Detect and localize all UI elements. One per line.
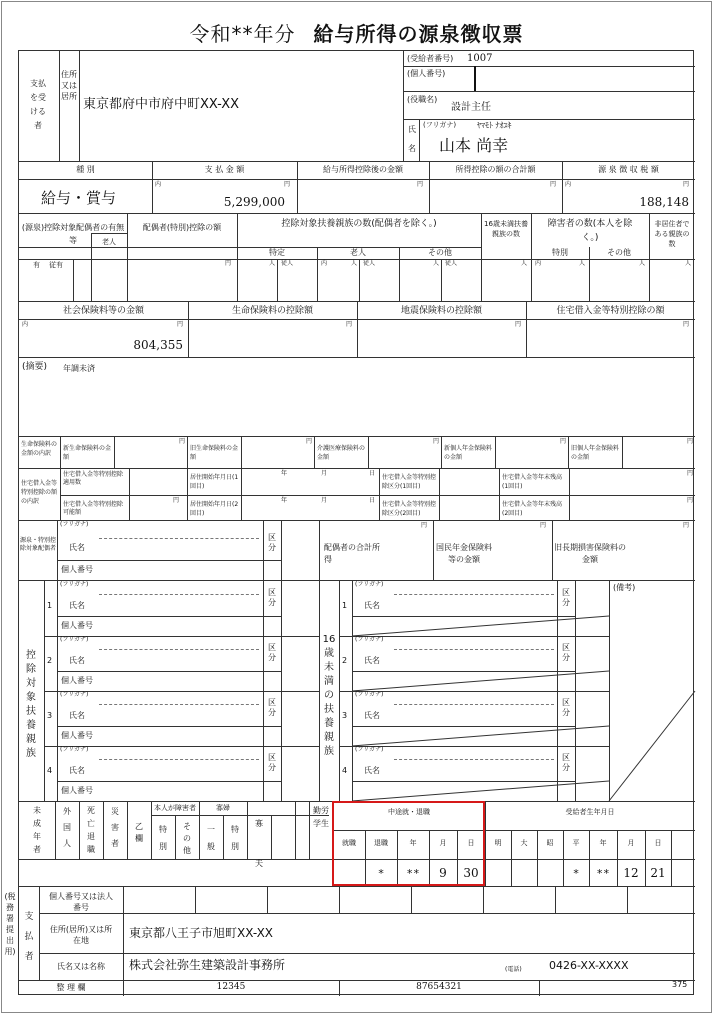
payee-furigana: ﾔﾏﾓﾄ ﾅｵﾕｷ [477, 121, 512, 130]
st-dis-sp: 特別 [159, 825, 167, 851]
payer-addr: 東京都八王子市旭町XX-XX [129, 926, 274, 940]
h-social: 社会保険料等の金額 [62, 306, 144, 316]
h-old: 老人 [102, 238, 116, 246]
ld-yen-bal2: 円 [687, 497, 694, 504]
seiri-label: 整 理 欄 [56, 983, 86, 992]
d1-kubun: 区分 [268, 588, 276, 607]
st-birth-d: 日 [654, 839, 662, 847]
loan-detail-label: 住宅借入金等特別控除の額の内訳 [21, 480, 58, 505]
u3-in: 内 [22, 321, 29, 328]
unit-yen-4: 円 [683, 181, 690, 188]
payee-name: 山本 尚幸 [439, 136, 509, 155]
ld-y2: 年 [281, 497, 288, 504]
u3-yen3: 円 [515, 321, 522, 328]
u-nin-7: 人 [685, 260, 692, 267]
u16-label: 16歳未満の扶養親族 [322, 634, 336, 757]
u2-furi: (フリガナ) [355, 636, 384, 643]
u-nin-4: 人 [521, 260, 528, 267]
u2-name: 氏名 [364, 656, 380, 665]
st-widower: 寡夫 [255, 819, 263, 868]
kokumin-label: 国民年金保険料等の金額 [436, 543, 492, 564]
tel-label: (電話) [505, 966, 522, 973]
dep-num-2: 2 [47, 656, 53, 665]
h-pay: 支 払 金 額 [204, 165, 245, 174]
payee-address: 東京都府中市府中町XX-XX [83, 97, 240, 112]
bal2-label: 住宅借入金等年末残高(2回目) [502, 501, 563, 517]
st-death: 死亡退職 [87, 806, 95, 854]
st-widow-gen: 一般 [207, 825, 215, 851]
d4-furi: (フリガナ) [60, 746, 89, 753]
u-yes: 有 [33, 261, 40, 269]
title-era: 令和 [189, 22, 232, 46]
unit-in-4: 内 [565, 181, 572, 188]
u1-name: 氏名 [364, 601, 380, 610]
ld-yen4: 円 [560, 438, 567, 445]
ld-m2: 月 [321, 497, 328, 504]
date1-label: 居住開始年月日(1回目) [190, 474, 239, 490]
loan-possible-label: 住宅借入金等特別控除可能額 [63, 501, 124, 516]
st-minor: 未成年者 [33, 806, 41, 854]
birth-year: ** [596, 867, 610, 880]
dep-num-1: 1 [47, 601, 53, 610]
mid-year: ** [406, 867, 420, 880]
d1-kojin: 個人番号 [61, 621, 93, 630]
kbn2-label: 住宅借入金等特別控除区分(2回目) [382, 501, 437, 517]
page-number: 375 [672, 980, 688, 989]
payer-name-label: 氏名又は名称 [57, 962, 105, 971]
d2-kojin: 個人番号 [61, 676, 93, 685]
u1-kubun: 区分 [562, 588, 570, 607]
u-nin-5: 人 [579, 260, 586, 267]
remarks-text: 年調未済 [63, 364, 95, 373]
d1-name: 氏名 [69, 601, 85, 610]
st-mid-out: 退職 [374, 839, 388, 847]
title-year: ** [231, 22, 254, 46]
date2-label: 居住開始年月日(2回目) [190, 501, 239, 517]
st-disaster: 災害者 [111, 807, 119, 848]
u-nin-6: 人 [639, 260, 646, 267]
mid-out-mark: * [377, 867, 385, 880]
st-showa: 昭 [546, 839, 554, 847]
u2-kubun: 区分 [562, 643, 570, 662]
d3-furi: (フリガナ) [60, 691, 89, 698]
highlight-mid-retirement [332, 801, 485, 886]
st-mid-m: 月 [439, 839, 447, 847]
kyu-label: 旧長期損害保険料の金額 [554, 543, 626, 564]
u16-num-1: 1 [342, 601, 348, 610]
h-quake: 地震保険料の控除額 [400, 306, 482, 316]
st-otsu: 乙欄 [135, 822, 143, 843]
d3-name: 氏名 [69, 711, 85, 720]
title-main: 給与所得の源泉徴収票 [313, 22, 524, 46]
income-type: 給与・賞与 [41, 189, 117, 207]
st-mid-y: 年 [409, 839, 417, 847]
biko-label: (備考) [613, 583, 636, 592]
u-jyunin-2: 従人 [363, 260, 376, 267]
unit-yen-1: 円 [284, 181, 291, 188]
u-nin-2: 人 [351, 260, 358, 267]
st-meiji: 明 [494, 839, 502, 847]
old-pension-label: 旧個人年金保険料の金額 [571, 445, 620, 461]
ld-yen3: 円 [433, 438, 440, 445]
sp-kubun-label: 区分 [268, 533, 276, 552]
u16-num-3: 3 [342, 711, 348, 720]
sp-income-label: 配偶者の合計所得 [324, 543, 380, 564]
sp-name-label: 氏名 [69, 543, 85, 552]
payer-no-label: 個人番号又は法人番号 [49, 892, 113, 912]
new-pension-label: 新個人年金保険料の金額 [444, 445, 493, 461]
d2-furi: (フリガナ) [60, 636, 89, 643]
tax-amount: 188,148 [639, 195, 689, 209]
h-spouse: (源泉)控除対象配偶者の有無等 [21, 223, 125, 245]
bal1-label: 住宅借入金等年末残高(1回目) [502, 474, 563, 490]
h-loan: 住宅借入金等特別控除の額 [556, 306, 665, 316]
name-label-mei: 名 [408, 144, 416, 153]
seiri-no-1: 12345 [216, 982, 246, 992]
u3-yen1: 円 [177, 321, 184, 328]
life-detail-label: 生命保険料の金額の内訳 [21, 441, 58, 457]
h-nonresident: 非居住者である親族の数 [654, 220, 690, 248]
form-title [0, 18, 713, 47]
st-taisho: 大 [520, 839, 528, 847]
dep-num-4: 4 [47, 766, 53, 775]
old-life-label: 旧生命保険料の金額 [190, 445, 239, 461]
ld-yen-possible: 円 [173, 497, 180, 504]
sp-yen1: 円 [421, 522, 428, 529]
h-after-deduct: 給与所得控除後の金額 [323, 165, 403, 174]
birth-month: 12 [623, 866, 639, 880]
u-nai-5: 内 [535, 260, 542, 267]
sp-kojin-label: 個人番号 [61, 565, 93, 574]
mid-day: 30 [463, 866, 479, 880]
payer-label: 支払者 [24, 912, 34, 962]
h-specific: 特定 [269, 248, 285, 257]
ld-yen2: 円 [306, 438, 313, 445]
u4-kubun: 区分 [562, 753, 570, 772]
unit-in-1: 内 [155, 181, 162, 188]
address-label: 住所又は居所 [61, 70, 77, 101]
st-mid-head: 中途就・退職 [388, 808, 430, 816]
sp-furigana-label: (フリガナ) [60, 521, 89, 528]
h-old2: 老人 [350, 248, 366, 257]
u-nai-2: 内 [321, 260, 328, 267]
d4-kubun: 区分 [268, 753, 276, 772]
remarks-label: (摘要) [22, 362, 48, 372]
sp-yen2: 円 [540, 522, 547, 529]
u-jyuu: 従有 [49, 261, 63, 269]
payer-name: 株式会社弥生建築設計事務所 [129, 958, 286, 972]
u-nin-3: 人 [433, 260, 440, 267]
payer-tel: 0426-XX-XXXX [549, 959, 629, 972]
payee-position: 設計主任 [451, 102, 491, 113]
birth-day: 21 [650, 866, 666, 880]
unit-yen-3: 円 [550, 181, 557, 188]
ld-yen-bal1: 円 [687, 470, 694, 477]
u16-num-2: 2 [342, 656, 348, 665]
st-widow-sp: 特別 [231, 825, 239, 851]
deps-label: 控除対象扶養親族 [26, 650, 36, 759]
u-jyunin-1: 従人 [281, 260, 294, 267]
u1-furi: (フリガナ) [355, 581, 384, 588]
care-label: 介護医療保険料の金額 [317, 445, 366, 461]
payee-label: 支払を受ける者 [30, 79, 46, 130]
st-dis-head: 本人が障害者 [154, 804, 196, 812]
ld-y1: 年 [281, 470, 288, 477]
ld-m1: 月 [321, 470, 328, 477]
mid-month: 9 [439, 866, 447, 880]
u3-furi: (フリガナ) [355, 691, 384, 698]
position-label: (役職名) [407, 95, 438, 104]
d3-kojin: 個人番号 [61, 731, 93, 740]
u4-furi: (フリガナ) [355, 746, 384, 753]
u3-yen2: 円 [346, 321, 353, 328]
st-student: 勤労学生 [313, 806, 329, 828]
u3-kubun: 区分 [562, 698, 570, 717]
h-dis-other: その他 [607, 248, 631, 257]
h-disabled: 障害者の数(本人を除く。) [547, 219, 633, 243]
name-label-shi: 氏 [408, 125, 416, 134]
h-other: その他 [428, 248, 452, 257]
pay-amount: 5,299,000 [223, 195, 285, 209]
d4-kojin: 個人番号 [61, 786, 93, 795]
recipient-no: 1007 [467, 53, 493, 64]
h-total-deduct: 所得控除の額の合計額 [455, 165, 536, 174]
h-special: 配偶者(特別)控除の額 [142, 223, 222, 232]
seiri-no-2: 87654321 [416, 982, 462, 992]
u3-yen4: 円 [683, 321, 690, 328]
st-birth-head: 受給者生年月日 [565, 808, 615, 816]
spouse-sec-label: 源泉・特別控除対象配偶者 [20, 537, 57, 552]
u16-num-4: 4 [342, 766, 348, 775]
ld-yen1: 円 [179, 438, 186, 445]
kbn1-label: 住宅借入金等特別控除区分(1回目) [382, 474, 437, 490]
st-birth-m: 月 [627, 839, 635, 847]
title-suffix: 年分 [253, 22, 296, 46]
dep-num-3: 3 [47, 711, 53, 720]
st-mid-d: 日 [467, 839, 475, 847]
st-foreign: 外国人 [63, 807, 71, 848]
ld-yen5: 円 [687, 438, 694, 445]
payer-addr-label: 住所(居所)又は所在地 [49, 925, 113, 945]
ld-d2: 日 [369, 497, 376, 504]
ld-d1: 日 [369, 470, 376, 477]
new-life-label: 新生命保険料の金額 [63, 445, 112, 461]
u-nin-1: 人 [269, 260, 276, 267]
loan-count-label: 住宅借入金等特別控除適用数 [63, 471, 124, 486]
side-label: (税務署提出用) [4, 892, 16, 956]
st-widow-head: 寡婦 [216, 804, 230, 812]
st-birth-y: 年 [599, 839, 607, 847]
st-mid-in: 就職 [342, 839, 356, 847]
u3-name: 氏名 [364, 711, 380, 720]
unit-yen-2: 円 [417, 181, 424, 188]
h-type: 種 別 [76, 165, 95, 174]
h-dependents: 控除対象扶養親族の数(配偶者を除く。) [281, 219, 437, 229]
st-heisei: 平 [572, 839, 580, 847]
d2-name: 氏名 [69, 656, 85, 665]
recipient-no-label: (受給者番号) [407, 54, 454, 63]
h-tax: 源 泉 徴 収 税 額 [598, 165, 659, 174]
sp-yen3: 円 [683, 522, 690, 529]
u-yen: 円 [225, 260, 232, 267]
h-life: 生命保険料の控除額 [231, 306, 313, 316]
u4-name: 氏名 [364, 766, 380, 775]
h-under16: 16歳未満扶養親族の数 [484, 220, 528, 238]
d1-furi: (フリガナ) [60, 581, 89, 588]
d2-kubun: 区分 [268, 643, 276, 662]
personal-no-label: (個人番号) [407, 69, 446, 78]
st-dis-other: その他 [183, 822, 191, 855]
u-jyunin-3: 従人 [445, 260, 458, 267]
h-dis-special: 特別 [552, 248, 568, 257]
d3-kubun: 区分 [268, 698, 276, 717]
birth-era-mark: * [572, 867, 580, 880]
d4-name: 氏名 [69, 766, 85, 775]
social-amount: 804,355 [133, 338, 183, 352]
furigana-label: (フリガナ) [423, 121, 457, 129]
